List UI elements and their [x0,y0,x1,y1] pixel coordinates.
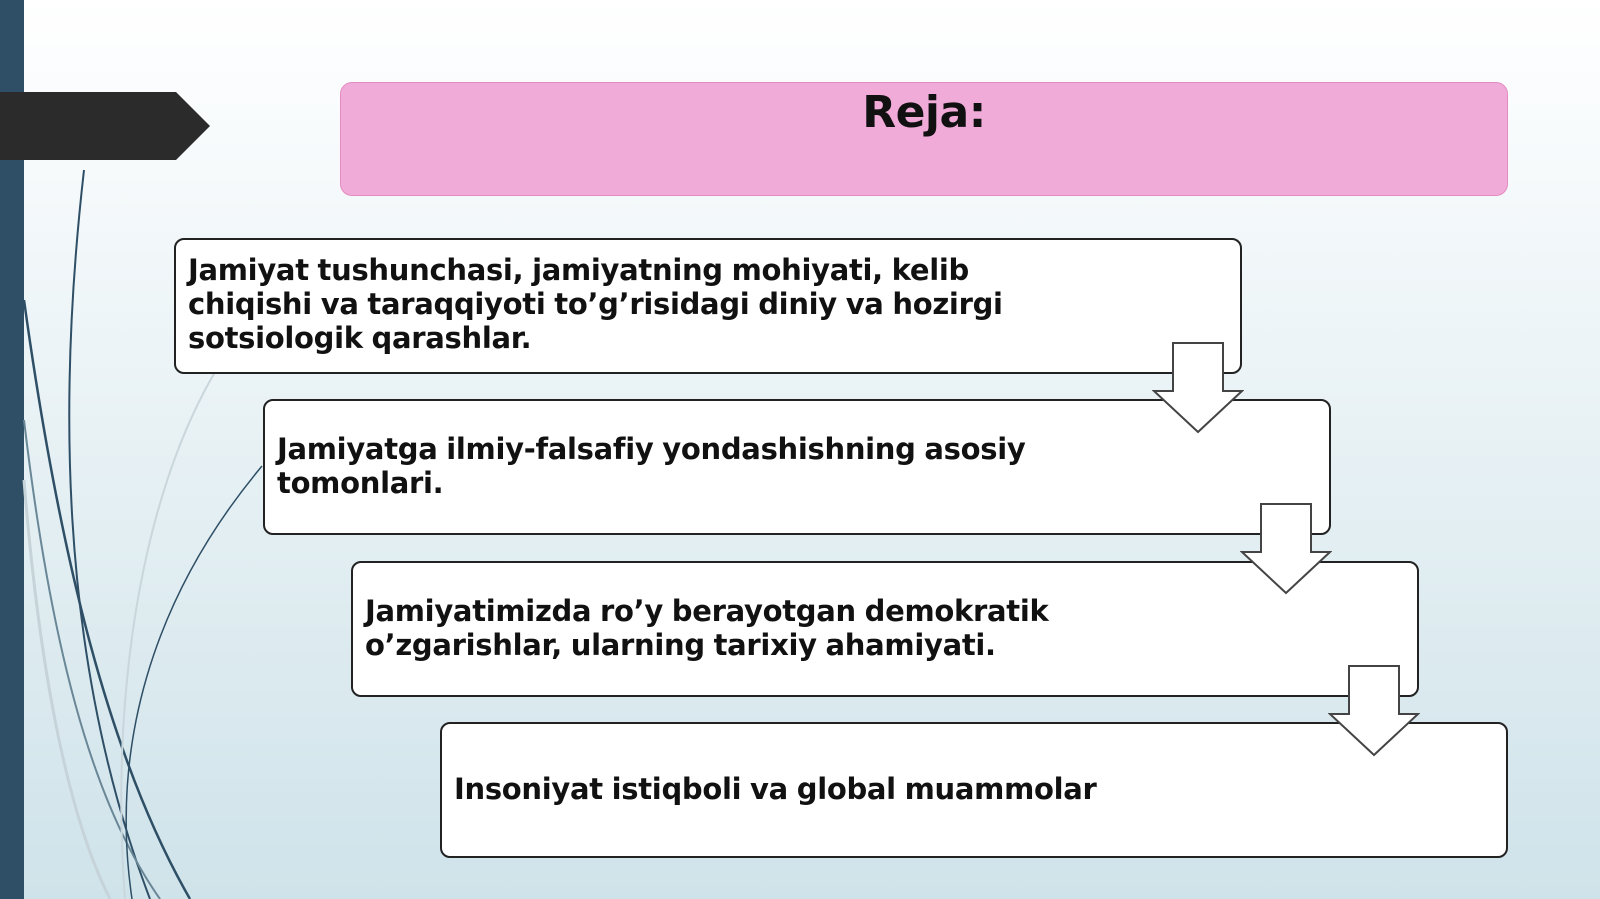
step-text-4: Insoniyat istiqboli va global muammolar [454,772,1097,806]
title-banner [340,82,1508,196]
down-arrow-icon [1152,342,1244,434]
step-box-1 [174,238,1242,374]
step-text-2: Jamiyatga ilmiy-falsafiy yondashishning asosiy tomonlari. [277,432,1026,500]
step-text-1: Jamiyat tushunchasi, jamiyatning mohiyati, kelib chiqishi va taraqqiyoti to’g’risidagi diniy va hozirgi sotsiologik qarashlar. [188,253,1003,355]
step-text-3: Jamiyatimizda ro’y berayotgan demokratik o’zgarishlar, ularning tarixiy ahamiyati. [365,594,1049,662]
slide-title: Reja: [862,87,986,138]
arrow-tab-icon [0,92,210,160]
down-arrow-icon [1240,503,1332,595]
down-arrow-icon [1328,665,1420,757]
